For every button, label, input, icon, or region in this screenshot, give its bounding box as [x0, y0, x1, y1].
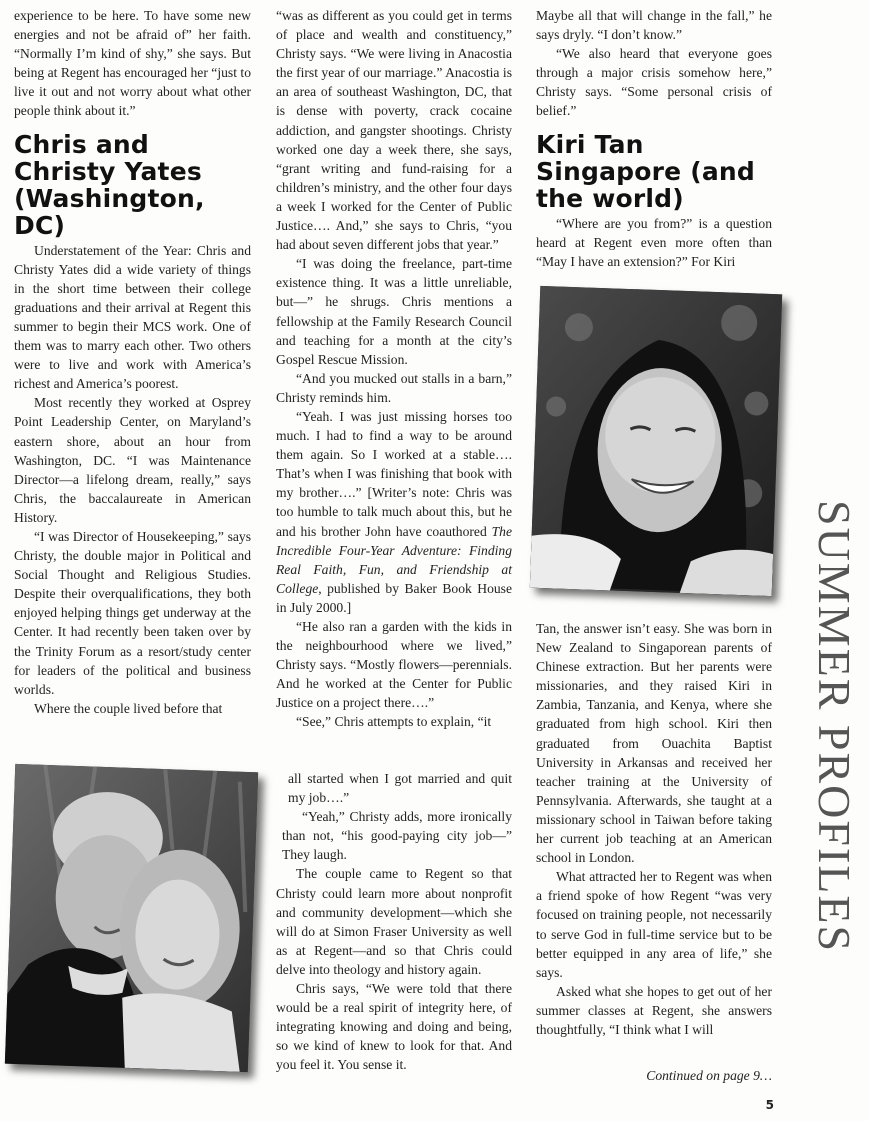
paragraph: “And you mucked out stalls in a barn,” Christy reminds him. [276, 370, 512, 405]
book-note-text: “Yeah. I was just missing horses too much. I had to find a way to be around them again. So I worked at a stable…. That’s when I was finishing that book with my brother….” [Writer’s note: Chris was too humble to talk much about this, but he and his brother John have coauthored [276, 408, 512, 539]
kiri-photo-image [530, 286, 782, 596]
photo-chris-christy [5, 764, 258, 1072]
paragraph: Where the couple lived before that [34, 700, 223, 716]
column-2 [276, 6, 512, 732]
paragraph: “Where are you from?” is a question heard at Regent even more often than “May I have an extension?” For Kiri [536, 215, 772, 269]
paragraph: Maybe all that will change in the fall,” he says dryly. “I don’t know.” [536, 8, 772, 43]
paragraph: Most recently they worked at Osprey Point Leadership Center, on Maryland’s eastern shore, about an hour from Washington, DC. “I was Maintenance Director—a lifelong dream, really,” says Chris, the baccalaureate in American History. [14, 395, 251, 525]
paragraph: “I was Director of Housekeeping,” says Christy, the double major in Political and Social Thought and Religious Studies. Despite their overqualifications, they both enjoyed helping things get underway at the Center. It had recently been taken over by the Trinity Forum as a resort/study center for leaders of the political and business worlds. [14, 528, 251, 697]
paragraph: What attracted her to Regent was when a friend spoke of how Regent “was very focused on training people, not necessarily to serve God in full-time service but to be better equipped in any area of life,” she says. [536, 869, 772, 980]
book-title: The Incredible Four-Year Adventure: Finding Real Faith, Fun, and Friendship at College [276, 523, 512, 596]
photo-kiri-tan [530, 286, 782, 596]
paragraph: “He also ran a garden with the kids in the neighbourhood where we lived,” Christy says. “Mostly flowers—perennials. And he worked at the Center for Public Justice on a project there….” [276, 619, 512, 711]
paragraph: all started when I got married and quit my job….” [288, 771, 512, 806]
paragraph: Asked what she hopes to get out of her summer classes at Regent, she answers thoughtfully, “I think what I will [536, 983, 772, 1037]
column-1 [14, 6, 251, 718]
paragraph: “See,” Chris attempts to explain, “it [296, 714, 492, 730]
paragraph: “Yeah,” Christy adds, more ironically than not, “his good-paying city job—” They laugh. [282, 809, 512, 863]
paragraph: “was as different as you could get in terms of place and wealth and constituency,” Christy says. “We were living in Anacostia the first year of our marriage.” Anacostia is an area of southeast Washington, DC, that is dense with poverty, crack cocaine addiction, and gangster shootings. Christy worked one day a week there, she says, “grant writing and fund-raising for a children’s ministry, and the other four days a week I worked for the Center of Public Justice…. And,” she says to Chris, “you had about seven different jobs that year.” [276, 8, 512, 253]
paragraph-book-note [276, 407, 512, 617]
paragraph: The couple came to Regent so that Christy could learn more about nonprofit and community development—which she will do at Simon Fraser University as well as at Regent—and so that Chris could delve into theology and history again. [276, 866, 512, 977]
heading-chris-christy: Chris and Christy Yates (Washington, DC) [14, 129, 205, 240]
column-2-bottom [276, 769, 512, 1075]
paragraph: Tan, the answer isn’t easy. She was born in New Zealand to Singaporean parents of Chinese extraction. But her parents were missionaries, and they raised Kiri in Zambia, Tanzania, and Kenya, where she graduated from high school. Kiri then graduated from Ouachita Baptist University in Arkansas and received her teacher training at the University of Pennsylvania. Afterwards, she taught at a missionary school in Taiwan before taking her current job teaching at an American school in London. [536, 621, 772, 866]
section-title-vertical: SUMMER PROFILES [809, 500, 860, 954]
column-3 [536, 6, 772, 271]
continued-link[interactable]: Continued on page 9… [646, 1068, 772, 1083]
paragraph: Understatement of the Year: Chris and Christy Yates did a wide variety of things in the short time between their college graduations and their arrival at Regent this summer to begin their MCS work. One of them was to marry each other. Two others were to live and work with America’s richest and America’s poorest. [14, 242, 251, 392]
paragraph: “We also heard that everyone goes through a major crisis somehow here,” Christy says. “Some personal crisis of belief.” [536, 46, 772, 119]
column-3-bottom [536, 619, 772, 1039]
book-publisher: , published by Baker Book House in July 2000.] [276, 580, 512, 615]
heading-kiri-tan: Kiri Tan Singapore (and the world) [536, 129, 755, 213]
paragraph: Chris says, “We were told that there would be a real spirit of integrity here, of integrating knowing and doing and being, so we kind of knew to look for that. And you feel it. You sense it. [276, 981, 512, 1073]
couple-photo-image [5, 764, 258, 1072]
page-number: 5 [765, 1098, 774, 1112]
intro-paragraph: experience to be here. To have some new energies and not be afraid of” her faith. “Normally I’m kind of shy,” she says. But being at Regent has encouraged her “just to live it out and not worry about what other people think about it.” [14, 8, 251, 119]
paragraph: “I was doing the freelance, part-time existence thing. It was a little unreliable, but—” he shrugs. Chris mentions a fellowship at the Family Research Council and teaching for a month at the city’s Gospel Rescue Mission. [276, 256, 512, 367]
